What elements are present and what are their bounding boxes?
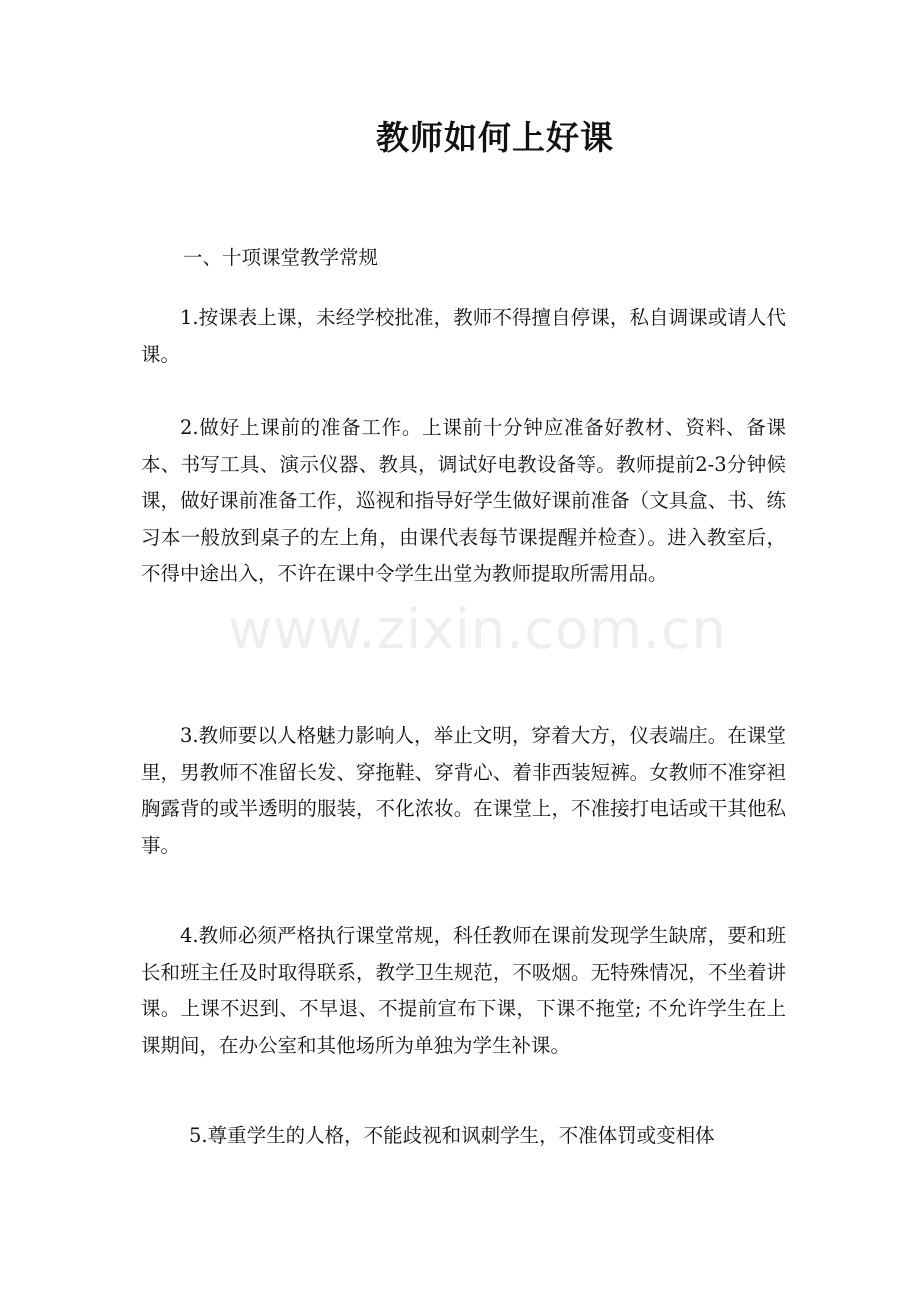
paragraph-rule-3: 3.教师要以人格魅力影响人，举止文明，穿着大方，仪表端庄。在课堂里，男教师不准留长发、穿拖鞋、穿背心、着非西装短裤。女教师不准穿袒胸露背的或半透明的服装，不化浓妆。在课堂上，不准接打电话或干其他私事。 xyxy=(141,724,786,857)
paragraph-rule-1: 1.按课表上课，未经学校批准，教师不得擅自停课，私自调课或请人代课。 xyxy=(141,306,786,366)
paragraph-rule-4: 4.教师必须严格执行课堂常规，科任教师在课前发现学生缺席，要和班长和班主任及时取得联系，教学卫生规范，不吸烟。无特殊情况，不坐着讲课。上课不迟到、不早退、不提前宣布下课，下课不拖堂; 不允许学生在上课期间，在办公室和其他场所为单独为学生补课。 xyxy=(141,924,786,1057)
paragraph-rule-5: 5.尊重学生的人格，不能歧视和讽刺学生，不准体罚或变相体 xyxy=(189,1124,715,1147)
watermark: www.zixin.com.cn xyxy=(228,598,727,661)
paragraph-rule-2: 2.做好上课前的准备工作。上课前十分钟应准备好教材、资料、备课本、书写工具、演示仪器、教具，调试好电教设备等。教师提前2-3分钟候课，做好课前准备工作，巡视和指导好学生做好课前准备（文具盒、书、练习本一般放到桌子的左上角，由课代表每节课提醒并检查）。进入教室后，不得中途出入，不许在课中令学生出堂为教师提取所需用品。 xyxy=(141,416,786,585)
section-heading: 一、十项课堂教学常规 xyxy=(183,246,379,269)
document-title: 教师如何上好课 xyxy=(376,118,614,157)
